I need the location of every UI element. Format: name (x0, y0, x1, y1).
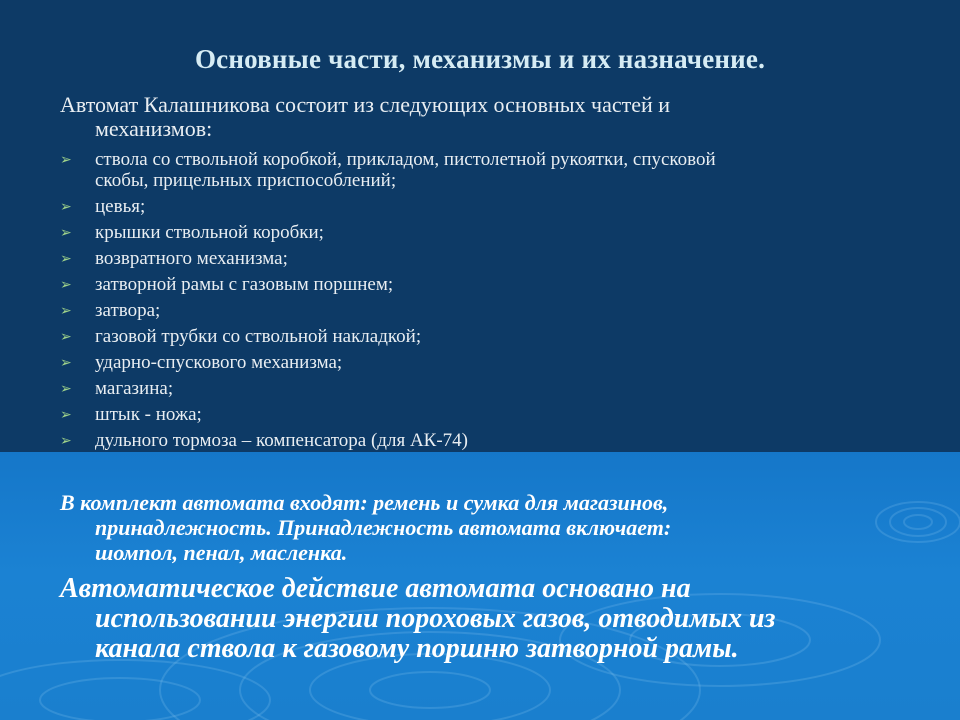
list-item-text: дульного тормоза – компенсатора (для АК-74) (95, 430, 468, 451)
arrowhead-bullet-icon: ➢ (60, 434, 72, 449)
intro-line: механизмов: (95, 116, 213, 141)
list-item-text: скобы, прицельных приспособлений; (95, 170, 397, 191)
list-item (60, 352, 860, 373)
intro-paragraph (60, 93, 830, 141)
arrowhead-bullet-icon: ➢ (60, 330, 72, 345)
list-item-text: возвратного механизма; (95, 248, 288, 269)
list-item (60, 196, 860, 217)
principle-note (60, 574, 920, 664)
list-item (60, 149, 860, 191)
list-item-text: штык - ножа; (95, 404, 202, 425)
list-item-text: газовой трубки со ствольной накладкой; (95, 326, 422, 347)
intro-line: Автомат Калашникова состоит из следующих основных частей и (60, 92, 671, 117)
arrowhead-bullet-icon: ➢ (60, 304, 72, 319)
list-item (60, 404, 860, 425)
list-item-text: цевья; (95, 196, 146, 217)
list-item-text: магазина; (95, 378, 174, 399)
list-item (60, 326, 860, 347)
kit-note-line: шомпол, пенал, масленка. (95, 540, 348, 565)
list-item (60, 300, 860, 321)
arrowhead-bullet-icon: ➢ (60, 153, 72, 168)
arrowhead-bullet-icon: ➢ (60, 278, 72, 293)
slide-title: Основные части, механизмы и их назначение. (194, 44, 766, 74)
list-item (60, 222, 860, 243)
kit-note (60, 490, 860, 565)
principle-note-line: использовании энергии пороховых газов, отводимых из (95, 603, 776, 634)
list-item-text: затворной рамы с газовым поршнем; (95, 274, 394, 295)
arrowhead-bullet-icon: ➢ (60, 200, 72, 215)
list-item-text: затвора; (95, 300, 161, 321)
arrowhead-bullet-icon: ➢ (60, 356, 72, 371)
list-item (60, 274, 860, 295)
list-item (60, 248, 860, 269)
principle-note-line: Автоматическое действие автомата основано на (60, 573, 691, 604)
parts-list (60, 149, 860, 456)
list-item (60, 378, 860, 399)
arrowhead-bullet-icon: ➢ (60, 408, 72, 423)
arrowhead-bullet-icon: ➢ (60, 252, 72, 267)
kit-note-line: принадлежность. Принадлежность автомата включает: (95, 515, 672, 540)
arrowhead-bullet-icon: ➢ (60, 226, 72, 241)
arrowhead-bullet-icon: ➢ (60, 382, 72, 397)
list-item-text: ударно-спускового механизма; (95, 352, 343, 373)
principle-note-line: канала ствола к газовому поршню затворной рамы. (95, 633, 739, 664)
list-item (60, 430, 860, 451)
list-item-text: ствола со ствольной коробкой, прикладом, пистолетной рукоятки, спусковой (95, 149, 716, 170)
kit-note-line: В комплект автомата входят: ремень и сумка для магазинов, (60, 490, 669, 515)
list-item-text: крышки ствольной коробки; (95, 222, 324, 243)
